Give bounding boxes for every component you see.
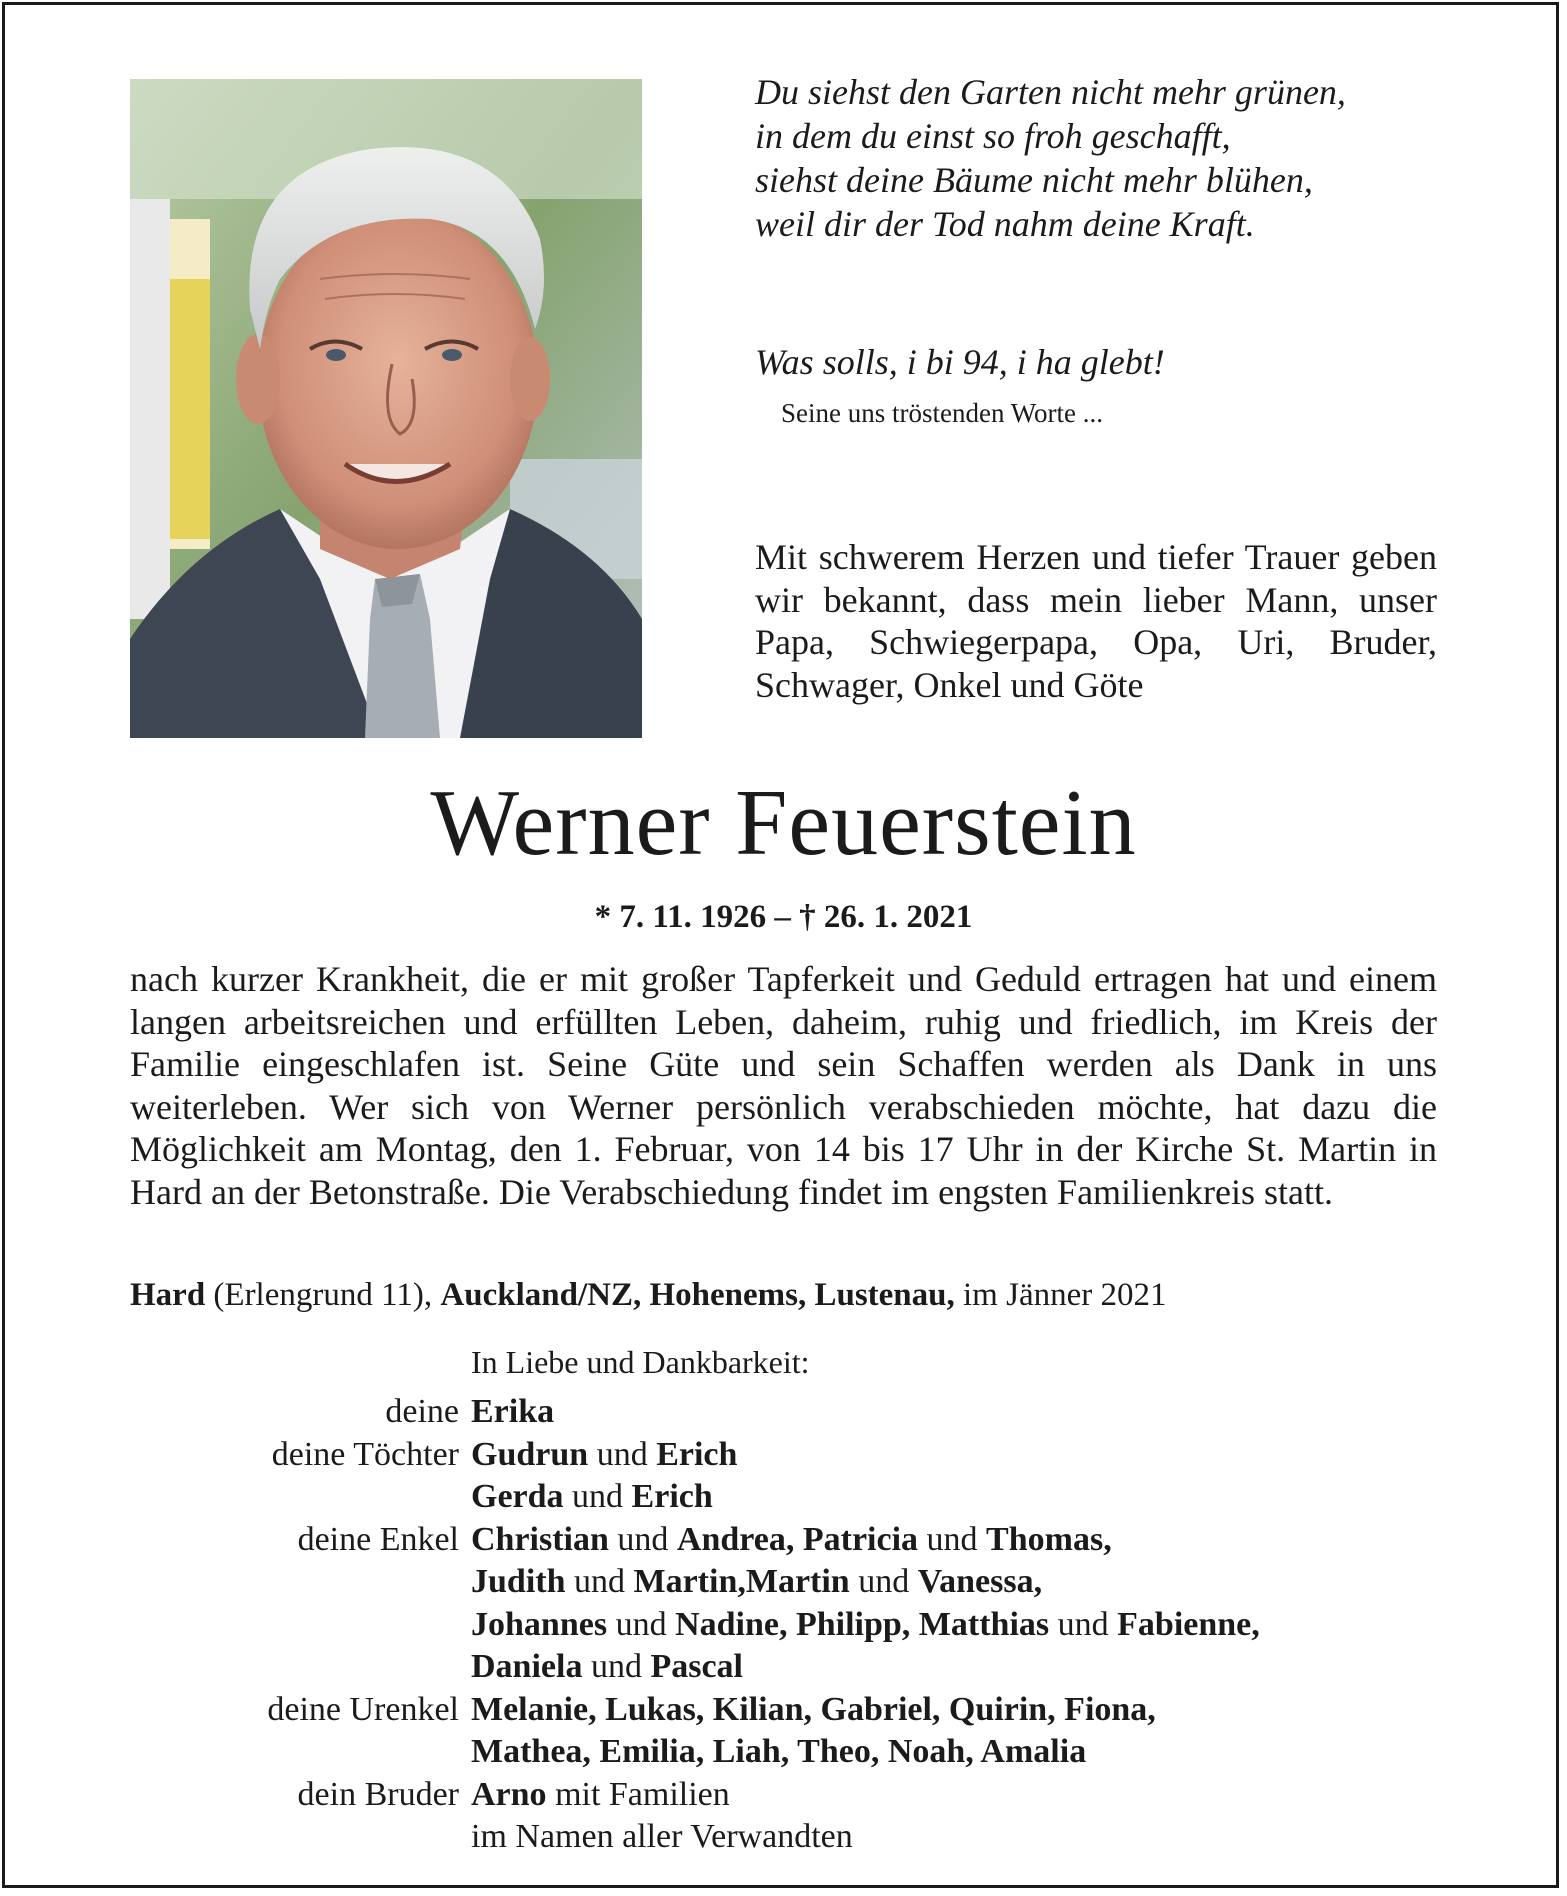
mourner-name: Erich — [656, 1435, 738, 1473]
mourner-name: Nadine, Philipp, Matthias — [675, 1605, 1050, 1643]
mourner-label: deine — [385, 1393, 459, 1430]
mourner-row-wife — [130, 1391, 1450, 1434]
mourner-name: Gudrun — [471, 1435, 589, 1473]
life-dates: * 7. 11. 1926 – † 26. 1. 2021 — [594, 899, 973, 935]
mourner-name: Pascal — [650, 1648, 743, 1685]
mourner-name: Johannes — [471, 1605, 608, 1643]
mourner-label: deine Töchter — [271, 1435, 459, 1473]
mourner-connector: und — [582, 1648, 651, 1685]
mourner-name: Fabienne, — [1117, 1605, 1260, 1643]
places-line — [130, 1274, 1437, 1316]
mourner-row-grandchildren-2 — [130, 1561, 1450, 1604]
mourner-name: Christian — [471, 1520, 609, 1558]
portrait-photo — [130, 79, 642, 738]
place-address: (Erlengrund 11), — [205, 1277, 441, 1313]
mourner-row-greatgrandchildren-2 — [130, 1731, 1450, 1774]
mourner-connector: und — [1049, 1605, 1118, 1643]
announcement-text: Mit schwerem Herzen und tiefer Trauer geben wir bekannt, dass mein lieber Mann, unser Papa, Schwiegerpapa, Opa, Uri, Bruder, Schwager, Onkel und Göte — [755, 537, 1437, 705]
mourner-connector: und — [588, 1435, 657, 1473]
quote-note: Seine uns tröstenden Worte ... — [781, 398, 1104, 428]
poem-line: in dem du einst so froh geschafft, — [755, 116, 1231, 156]
dialect-quote: Was solls, i bi 94, i ha glebt! — [755, 342, 1165, 382]
poem-line: Du siehst den Garten nicht mehr grünen, — [755, 72, 1346, 112]
mourner-label: deine Urenkel — [267, 1690, 459, 1728]
mourner-row-grandchildren-4 — [130, 1646, 1450, 1689]
mourner-name: Erika — [471, 1393, 555, 1430]
place-date: im Jänner 2021 — [954, 1277, 1167, 1313]
poem-line: siehst deine Bäume nicht mehr blühen, — [755, 160, 1313, 200]
mourner-row-grandchildren-3 — [130, 1604, 1450, 1647]
mourner-label: deine Enkel — [297, 1520, 459, 1558]
mourner-row-grandchildren — [130, 1519, 1450, 1562]
mourner-name: Judith — [471, 1563, 566, 1600]
mourner-name: Andrea, — [676, 1520, 795, 1558]
place-others: Auckland/NZ, Hohenems, Lustenau, — [440, 1277, 955, 1313]
mourner-name: Martin,Martin — [633, 1563, 850, 1600]
mourner-row-brother — [130, 1774, 1450, 1817]
mourner-row-daughters — [130, 1434, 1450, 1477]
poem — [755, 70, 1475, 246]
mourner-name: Gerda — [471, 1478, 564, 1515]
mourner-connector: und — [563, 1478, 632, 1515]
thanks-line: In Liebe und Dankbarkeit: — [471, 1344, 810, 1380]
mourner-connector: und — [607, 1605, 676, 1643]
mourner-name: Thomas, — [986, 1520, 1112, 1558]
place-hard: Hard — [130, 1277, 206, 1313]
obituary-body: nach kurzer Krankheit, die er mit großer Tapferkeit und Geduld ertragen hat und einem langen arbeitsreichen und erfüllten Leben, daheim, ruhig und friedlich, im Kreis der Familie eingeschlafen ist. Seine Güte und sein Schaffen werden als Dank in uns weiterleben. Wer sich von Werner persönlich verabschieden möchte, hat dazu die Möglichkeit am Montag, den 1. Februar, von 14 bis 17 Uhr in der Kirche St. Martin in Hard an der Betonstraße. Die Verabschiedung findet im engsten Familienkreis statt. — [130, 959, 1437, 1212]
mourner-connector: und — [565, 1563, 634, 1600]
mourners-list — [130, 1391, 1450, 1859]
mourner-connector: und — [918, 1520, 987, 1558]
mourner-label: dein Bruder — [297, 1775, 459, 1813]
mourner-connector: und — [849, 1563, 918, 1600]
mourner-row-closing — [130, 1816, 1450, 1859]
mourner-name: Daniela — [471, 1648, 583, 1685]
deceased-name: Werner Feuerstein — [430, 771, 1137, 875]
closing-line: im Namen aller Verwandten — [471, 1818, 853, 1855]
mourner-name: Erich — [631, 1478, 713, 1515]
mourner-name: Mathea, Emilia, Liah, Theo, Noah, Amalia — [471, 1733, 1087, 1770]
poem-line: weil dir der Tod nahm deine Kraft. — [755, 204, 1255, 244]
mourner-name: Melanie, Lukas, Kilian, Gabriel, Quirin, Fiona, — [471, 1690, 1156, 1728]
mourner-suffix: mit Familien — [546, 1775, 730, 1813]
mourner-name: Patricia — [802, 1520, 919, 1558]
mourner-connector: und — [608, 1520, 677, 1558]
mourner-row-daughters-2 — [130, 1476, 1450, 1519]
mourner-name: Vanessa, — [917, 1563, 1043, 1600]
mourner-row-greatgrandchildren — [130, 1689, 1450, 1732]
mourner-name: Arno — [471, 1775, 547, 1813]
